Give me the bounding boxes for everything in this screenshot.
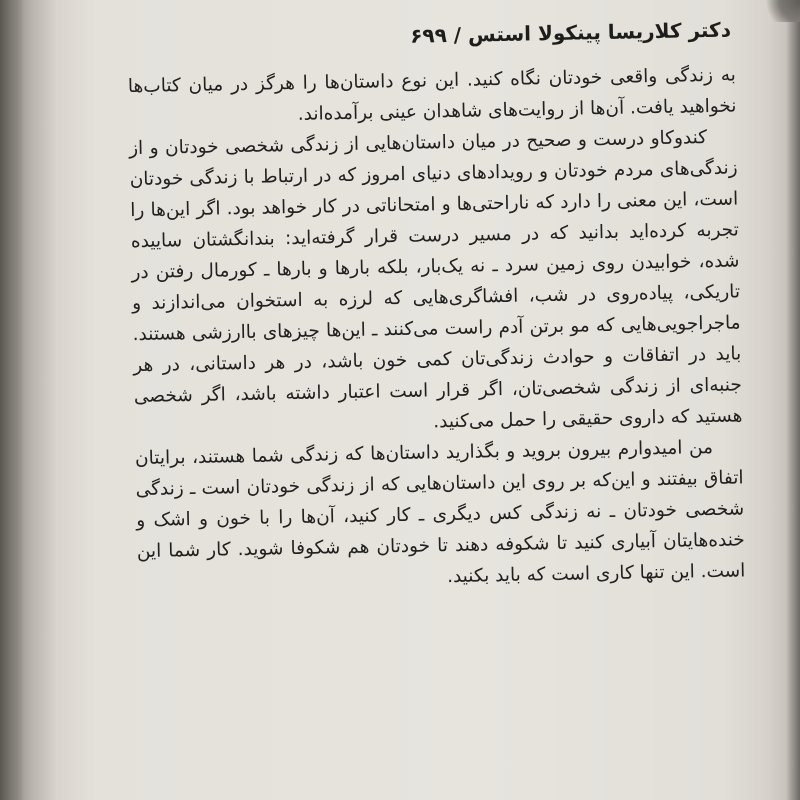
paragraph-2: کندوکاو درست و صحیح در میان داستان‌هایی از زندگی شخصی خودتان و از زندگی‌های مردم خودتان و رویدادهای دنیای امروز که در ارتباط با زندگی خودتان است، این معنی را دارد که ناراحتی‌ها و امتحاناتی در کار خواهد بود. اگر این‌ها را تجربه کرده‌اید بدانید که در مسیر درست قرار گرفته‌اید: بندانگشتان ساییده شده، خوابیدن روی زمین سرد ـ نه یک‌بار، بلکه بارها و بارها ـ کورمال رفتن در تاریکی، پیاده‌روی در شب، افشاگری‌هایی که لرزه به استخوان می‌اندازند و ماجراجویی‌هایی که مو برتن آدم راست می‌کنند ـ این‌ها چیزهای باارزشی هستند. باید در اتفاقات و حوادث زندگی‌تان کمی خون باشد، در هر داستانی، در هر جنبه‌ای از زندگی شخصی‌تان، اگر قرار است اعتبار داشته باشد، اگر شخصی هستید که داروی حقیقی را حمل می‌کنید. bbox=[128, 127, 743, 433]
page-right-edge bbox=[786, 0, 800, 800]
body-text bbox=[128, 59, 746, 598]
page-corner-shadow bbox=[760, 0, 800, 22]
paragraph-1: به زندگی واقعی خودتان نگاه کنید. این نوع داستان‌ها را هرگز در میان کتاب‌ها نخواهید یافت. آن‌ها از روایت‌های شاهدان عینی برآمده‌اند. bbox=[127, 64, 737, 125]
paragraph-3: من امیدوارم بیرون بروید و بگذارید داستان‌ها که زندگی شما هستند، برایتان اتفاق بیفتند و این‌که بر روی این داستان‌هایی که از زندگی خودتان است ـ زندگی شخصی خودتان ـ نه زندگی کس دیگری ـ کار کنید، آن‌ها را با خون و اشک و خنده‌هایتان آبیاری کنید تا شکوفه دهند تا خودتان هم شکوفا شوید. کار شما این است. این تنها کاری است که باید بکنید. bbox=[134, 437, 746, 588]
running-header: دکتر کلاریسا پینکولا استس / ۶۹۹ bbox=[409, 17, 732, 48]
